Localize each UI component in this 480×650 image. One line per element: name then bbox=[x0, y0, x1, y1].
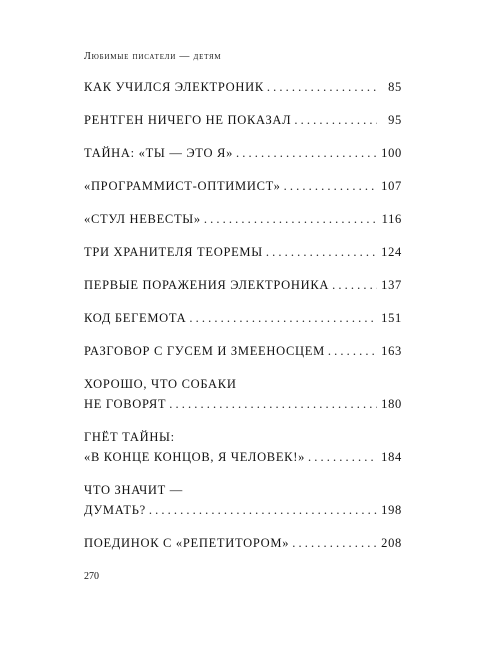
toc-entry-line bbox=[84, 430, 402, 450]
toc-entry-page: 163 bbox=[381, 344, 402, 358]
toc-leader-dots bbox=[294, 113, 377, 128]
toc-entry-title: ПОЕДИНОК С «РЕПЕТИТОРОМ» bbox=[84, 536, 290, 550]
toc-entry-title: «В КОНЦЕ КОНЦОВ, Я ЧЕЛОВЕК!» bbox=[84, 450, 306, 464]
toc-entry-title: «ПРОГРАММИСТ-ОПТИМИСТ» bbox=[84, 179, 281, 193]
toc-leader-dots bbox=[189, 311, 377, 326]
toc-entry-title: РЕНТГЕН НИЧЕГО НЕ ПОКАЗАЛ bbox=[84, 113, 292, 127]
toc-entry-title: «СТУЛ НЕВЕСТЫ» bbox=[84, 212, 201, 226]
toc-entry-page: 116 bbox=[381, 212, 402, 226]
toc-entry-page: 95 bbox=[388, 113, 402, 127]
toc-leader-dots bbox=[149, 503, 377, 518]
toc-entry bbox=[84, 179, 402, 199]
toc-entry-line bbox=[84, 80, 402, 100]
toc-entry-line bbox=[84, 483, 402, 503]
toc-entry-line bbox=[84, 311, 402, 331]
toc-entry-page: 151 bbox=[381, 311, 402, 325]
toc-entry-line bbox=[84, 113, 402, 133]
toc-entry-line bbox=[84, 179, 402, 199]
toc-leader-dots bbox=[236, 146, 377, 161]
toc-entry-title: ГНЁТ ТАЙНЫ: bbox=[84, 430, 175, 444]
toc-entry-page: 208 bbox=[381, 536, 402, 550]
toc-entry-page: 124 bbox=[381, 245, 402, 259]
toc-leader-dots bbox=[332, 278, 377, 293]
toc-leader-dots bbox=[169, 397, 377, 412]
toc-entry-line bbox=[84, 245, 402, 265]
toc-entry bbox=[84, 80, 402, 100]
toc-leader-dots bbox=[328, 344, 377, 359]
toc-entry-title: ЧТО ЗНАЧИТ — bbox=[84, 483, 183, 497]
toc-entry-line bbox=[84, 146, 402, 166]
toc-entry-line bbox=[84, 397, 402, 417]
toc-entry bbox=[84, 377, 402, 417]
running-header: Любимые писатели — детям bbox=[84, 51, 222, 62]
toc-entry-line bbox=[84, 503, 402, 523]
toc-entry-title: ПЕРВЫЕ ПОРАЖЕНИЯ ЭЛЕКТРОНИКА bbox=[84, 278, 330, 292]
toc-leader-dots bbox=[308, 450, 377, 465]
toc-entry-line bbox=[84, 377, 402, 397]
toc-leader-dots bbox=[292, 536, 377, 551]
toc-entry bbox=[84, 536, 402, 556]
table-of-contents bbox=[84, 80, 402, 569]
toc-entry-title: НЕ ГОВОРЯТ bbox=[84, 397, 167, 411]
toc-leader-dots bbox=[266, 245, 377, 260]
page-number: 270 bbox=[84, 571, 99, 582]
toc-entry-line bbox=[84, 278, 402, 298]
toc-entry-line bbox=[84, 536, 402, 556]
toc-entry bbox=[84, 344, 402, 364]
toc-entry bbox=[84, 146, 402, 166]
toc-entry-page: 85 bbox=[388, 80, 402, 94]
toc-leader-dots bbox=[204, 212, 377, 227]
toc-leader-dots bbox=[267, 80, 377, 95]
toc-entry bbox=[84, 311, 402, 331]
toc-entry bbox=[84, 113, 402, 133]
toc-entry bbox=[84, 245, 402, 265]
toc-entry-line bbox=[84, 344, 402, 364]
toc-entry-title: ТАЙНА: «ТЫ — ЭТО Я» bbox=[84, 146, 234, 160]
toc-entry-title: КАК УЧИЛСЯ ЭЛЕКТРОНИК bbox=[84, 80, 264, 94]
toc-entry-page: 180 bbox=[381, 397, 402, 411]
toc-entry-title: ТРИ ХРАНИТЕЛЯ ТЕОРЕМЫ bbox=[84, 245, 263, 259]
toc-entry-page: 137 bbox=[381, 278, 402, 292]
toc-entry-page: 107 bbox=[381, 179, 402, 193]
toc-entry-page: 100 bbox=[381, 146, 402, 160]
toc-entry-line bbox=[84, 212, 402, 232]
toc-entry-title: ХОРОШО, ЧТО СОБАКИ bbox=[84, 377, 237, 391]
toc-entry bbox=[84, 212, 402, 232]
toc-entry bbox=[84, 278, 402, 298]
toc-entry-title: КОД БЕГЕМОТА bbox=[84, 311, 187, 325]
toc-entry-line bbox=[84, 450, 402, 470]
toc-entry-title: ДУМАТЬ? bbox=[84, 503, 146, 517]
toc-entry-page: 184 bbox=[381, 450, 402, 464]
toc-entry-title: РАЗГОВОР С ГУСЕМ И ЗМЕЕНОСЦЕМ bbox=[84, 344, 325, 358]
toc-entry-page: 198 bbox=[381, 503, 402, 517]
toc-entry bbox=[84, 430, 402, 470]
toc-leader-dots bbox=[284, 179, 377, 194]
toc-entry bbox=[84, 483, 402, 523]
